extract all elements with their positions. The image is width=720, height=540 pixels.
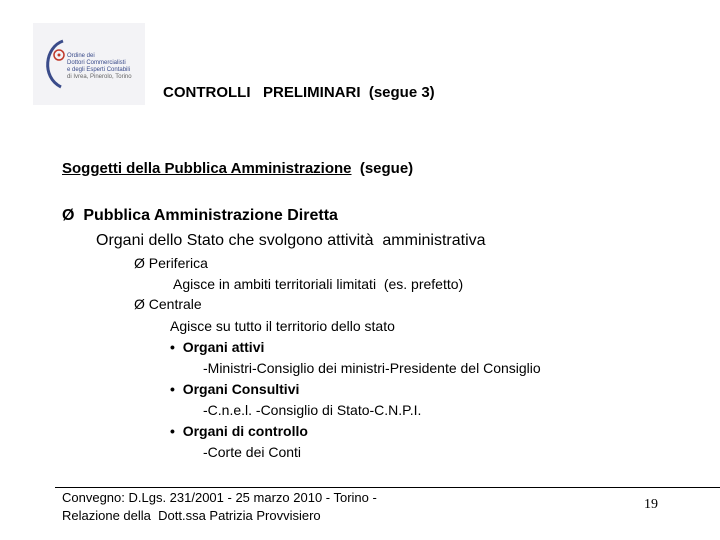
item-pa-diretta [62, 207, 338, 225]
dot-bullet-icon: • [170, 339, 175, 355]
footer-line-2: Relazione della Dott.ssa Patrizia Provvisiero [62, 508, 321, 523]
logo-emblem-icon [37, 37, 67, 89]
item-label: Organi Consultivi [182, 381, 300, 397]
footer-line-1: Convegno: D.Lgs. 231/2001 - 25 marzo 2010 - Torino - [62, 490, 377, 505]
item-organi-controllo-desc: -Corte dei Conti [203, 444, 302, 460]
item-centrale [134, 296, 202, 312]
item-organi-attivi-desc: -Ministri-Consiglio dei ministri-Presidente del Consiglio [203, 360, 541, 376]
logo-line: Dottori Commercialisti [67, 60, 126, 66]
logo-line: Ordine dei [67, 53, 95, 59]
item-label: Periferica [148, 255, 208, 271]
arrow-bullet-icon: Ø [134, 296, 145, 312]
item-label: Organi di controllo [182, 423, 308, 439]
item-periferica-desc: Agisce in ambiti territoriali limitati (es. prefetto) [173, 276, 464, 292]
item-organi-controllo [170, 423, 308, 439]
item-centrale-desc: Agisce su tutto il territorio dello stato [170, 318, 395, 334]
arrow-bullet-icon: Ø [134, 255, 145, 271]
item-label: Pubblica Amministrazione Diretta [83, 207, 338, 224]
dot-bullet-icon: • [170, 381, 175, 397]
slide-subtitle [62, 160, 413, 177]
logo-text [67, 53, 143, 81]
item-periferica [134, 255, 208, 271]
item-label: Organi attivi [182, 339, 265, 355]
subtitle-rest: (segue) [351, 160, 414, 177]
arrow-bullet-icon: Ø [62, 207, 75, 224]
item-organi-consultivi [170, 381, 299, 397]
item-organi-attivi [170, 339, 264, 355]
item-organi-consultivi-desc: -C.n.e.l. -Consiglio di Stato-C.N.P.I. [203, 402, 422, 418]
footer-divider [55, 487, 720, 488]
footer-text [62, 489, 377, 525]
page-number: 19 [644, 497, 658, 512]
logo [33, 23, 145, 105]
dot-bullet-icon: • [170, 423, 175, 439]
slide-title: CONTROLLI PRELIMINARI (segue 3) [163, 84, 435, 101]
subtitle-underlined: Soggetti della Pubblica Amministrazione [62, 160, 352, 177]
item-label: Centrale [148, 296, 202, 312]
logo-line: e degli Esperti Contabili [67, 67, 131, 73]
item-organi-stato: Organi dello Stato che svolgono attività amministrativa [96, 232, 486, 249]
logo-small-line: di Ivrea, Pinerolo, Torino [67, 74, 132, 80]
